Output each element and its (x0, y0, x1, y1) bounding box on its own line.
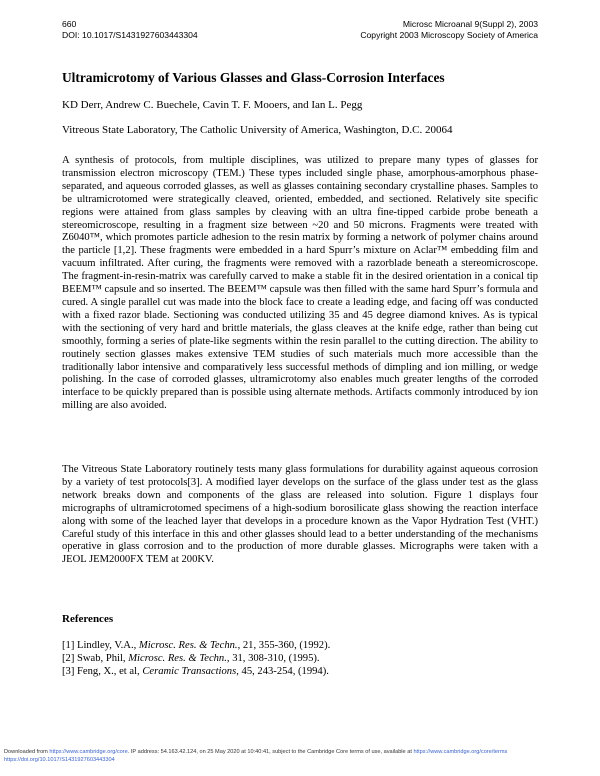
header-right (360, 19, 538, 41)
reference-item: [3] Feng, X., et al, Ceramic Transactions, 45, 243-254, (1994). (62, 666, 329, 677)
reference-list (62, 639, 330, 678)
reference-item: [1] Lindley, V.A., Microsc. Res. & Techn., 21, 355-360, (1992). (62, 640, 331, 651)
paper-title: Ultramicrotomy of Various Glasses and Glass-Corrosion Interfaces (62, 70, 445, 85)
copyright-notice: Copyright 2003 Microscopy Society of America (360, 30, 538, 40)
page-number: 660 (62, 19, 77, 29)
doi-link[interactable]: https://doi.org/10.1017/S1431927603443304 (4, 757, 115, 763)
body-paragraph-1: A synthesis of protocols, from multiple disciplines, was utilized to prepare many types of glasses for transmission electron microscopy (TEM.) These types included single phase, amorphous-amorphous phase-separated, and aqueous corroded glasses, as well as glasses containing secondary crystalline phases. Samples to be ultramicrotomed were strategically cleaved, oriented, embedded, and sectioned. Relatively site specific regions were attained from glass samples by cleaving with an ultra fine-tipped carbide probe beneath a stereomicroscope, resulting in a fragment size between ~20 and 50 microns. Fragments were treated with Z6040™, which promotes particle adhesion to the resin matrix by forming a network of polymer chains around the particle [1,2]. These fragments were embedded in a hard Spurr’s mixture on Aclar™ embedding film and vacuum infiltrated. After curing, the fragments were removed with a razorblade beneath a stereomicroscope. The fragment-in-resin-matrix was carefully carved to make a stable fit in the desired orientation in a conical tip BEEM™ capsule and so inserted. The BEEM™ capsule was then filled with the same hard Spurr’s formula and cured. A single parallel cut was made into the block face to create a leading edge, and facing off was conducted with a fixed razor blade. Sectioning was conducted utilizing 35 and 45 degree diamond knives. As is typical with the sectioning of very hard and brittle materials, the glass cleaves at the knife edge, rather than being cut smoothly, forming a series of plate-like segments within the resin parallel to the cutting direction. The ability to routinely section glasses makes extensive TEM studies of such materials much more accessible than the traditionally labor intensive and comparatively less successful methods of dimpling and ion milling, or wedge polishing. In the case of corroded glasses, ultramicrotomy also enables much greater lengths of the corroded interface to be quickly prepared than is possible using alternate methods. Artifacts commonly introduced by ion milling are also avoided. (62, 155, 538, 412)
body-paragraph-2: The Vitreous State Laboratory routinely tests many glass formulations for durability against aqueous corrosion by a variety of test protocols[3]. A modified layer develops on the surface of the glass under test as the glass network breaks down and components of the glass are released into solution. Figure 1 displays four micrographs of ultramicrotomed specimens of a high-sodium borosilicate glass showing the reaction interface along with some of the leached layer that develops in a procedure known as the Vapor Hydration Test (VHT.) Careful study of this interface in this and other glasses should lead to a better understanding of the mechanisms operative in glass corrosion and to the production of more durable glasses. Micrographs were taken with a JEOL JEM2000FX TEM at 200KV. (62, 464, 538, 566)
header-left (62, 19, 198, 41)
reference-item: [2] Swab, Phil, Microsc. Res. & Techn., 31, 308-310, (1995). (62, 653, 320, 664)
references-heading: References (62, 613, 114, 625)
site-link[interactable]: https://www.cambridge.org/core (49, 749, 128, 755)
journal-citation: Microsc Microanal 9(Suppl 2), 2003 (402, 19, 538, 29)
affiliation: Vitreous State Laboratory, The Catholic University of America, Washington, D.C. 20064 (62, 124, 453, 136)
author-list: KD Derr, Andrew C. Buechele, Cavin T. F. Mooers, and Ian L. Pegg (62, 99, 363, 111)
download-footer: Downloaded from https://www.cambridge.org/core. IP address: 54.163.42.124, on 25 May 2020 at 10:40:41, subject to the Cambridge Core terms of use, available at https://www.cambridge.org/core/terms https://doi.org/10.1017/S1431927603443304 (4, 749, 508, 763)
doi-text: DOI: 10.1017/S1431927603443304 (62, 30, 198, 40)
terms-link[interactable]: https://www.cambridge.org/core/terms (413, 749, 508, 755)
